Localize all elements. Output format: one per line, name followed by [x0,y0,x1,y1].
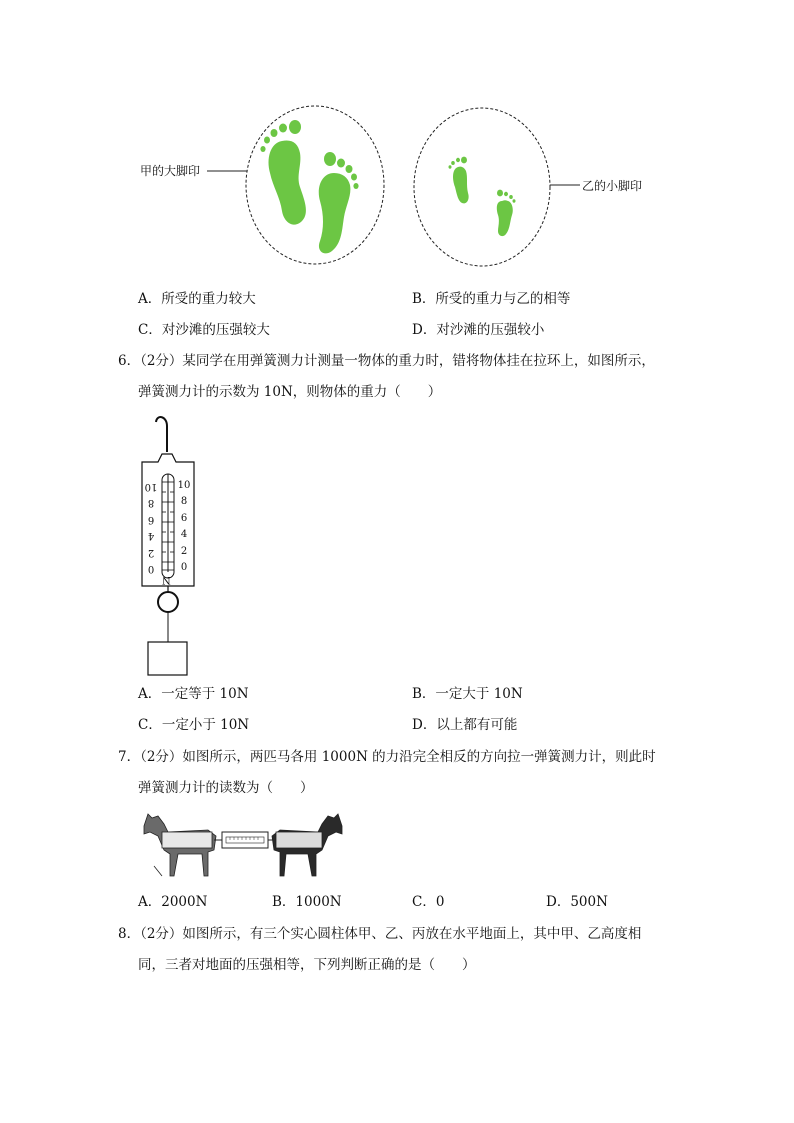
q7-stem-line2: 弹簧测力计的读数为（ ） [138,780,314,796]
q8-stem-line2: 同，三者对地面的压强相等，下列判断正确的是（ ） [138,957,476,973]
scale-label: 4 [147,530,155,542]
q8-stem-line1: 8．（2分）如图所示，有三个实心圆柱体甲、乙、丙放在水平地面上，其中甲、乙高度相 [118,926,642,942]
scale-label: 2 [147,546,155,558]
footprint-figure [130,95,670,280]
q5-option-b[interactable]: B．所受的重力与乙的相等 [412,291,571,307]
big-footprint-right [319,152,359,253]
big-footprint-label: 甲的大脚印 [140,164,201,178]
scale-label: 6 [180,512,188,524]
q6-option-d[interactable]: D．以上都有可能 [412,717,518,733]
scale-label: 8 [147,497,155,509]
q6-option-b[interactable]: B．一定大于 10N [412,686,523,702]
small-footprint-left [449,157,469,204]
q5-option-a[interactable]: A．所受的重力较大 [138,291,256,307]
scale-label: 0 [180,562,188,574]
q7-stem-line1: 7．（2分）如图所示，两匹马各用 1000N 的力沿完全相反的方向拉一弹簧测力计，则此时 [118,749,656,765]
q7-option-a[interactable]: A．2000N [138,894,208,910]
scale-label: 4 [180,529,188,541]
q6-option-a[interactable]: A．一定等于 10N [138,686,249,702]
horizontal-spring-scale [222,832,268,848]
scale-label: 6 [147,513,155,525]
scale-label: 0 [147,563,155,574]
scale-label: 10 [144,480,158,492]
scale-label: 10 [177,480,191,491]
left-horse [144,814,216,876]
q5-option-c[interactable]: C．对沙滩的压强较大 [138,322,270,338]
q6-stem-line1: 6．（2分）某同学在用弹簧测力计测量一物体的重力时，错将物体挂在拉环上，如图所示， [118,353,655,369]
small-footprint-label: 乙的小脚印 [582,179,643,193]
scale-unit: N [162,574,171,585]
q5-option-d[interactable]: D．对沙滩的压强较小 [412,322,545,338]
q6-option-c[interactable]: C．一定小于 10N [138,717,250,733]
horses-figure [138,810,348,882]
q7-option-c[interactable]: C．0 [412,894,445,910]
q6-stem-line2: 弹簧测力计的示数为 10N，则物体的重力（ ） [138,384,442,400]
right-horse [272,814,342,876]
q7-option-b[interactable]: B．1000N [272,894,342,910]
big-footprint-left [260,120,306,225]
q7-option-d[interactable]: D．500N [546,894,608,910]
scale-label: 8 [180,496,188,508]
scale-labels-left [144,478,158,576]
scale-labels-right [176,478,192,576]
spring-scale-figure [140,410,200,678]
small-footprint-right [497,190,516,237]
horses-diagram [138,810,348,882]
scale-label: 2 [180,545,188,557]
